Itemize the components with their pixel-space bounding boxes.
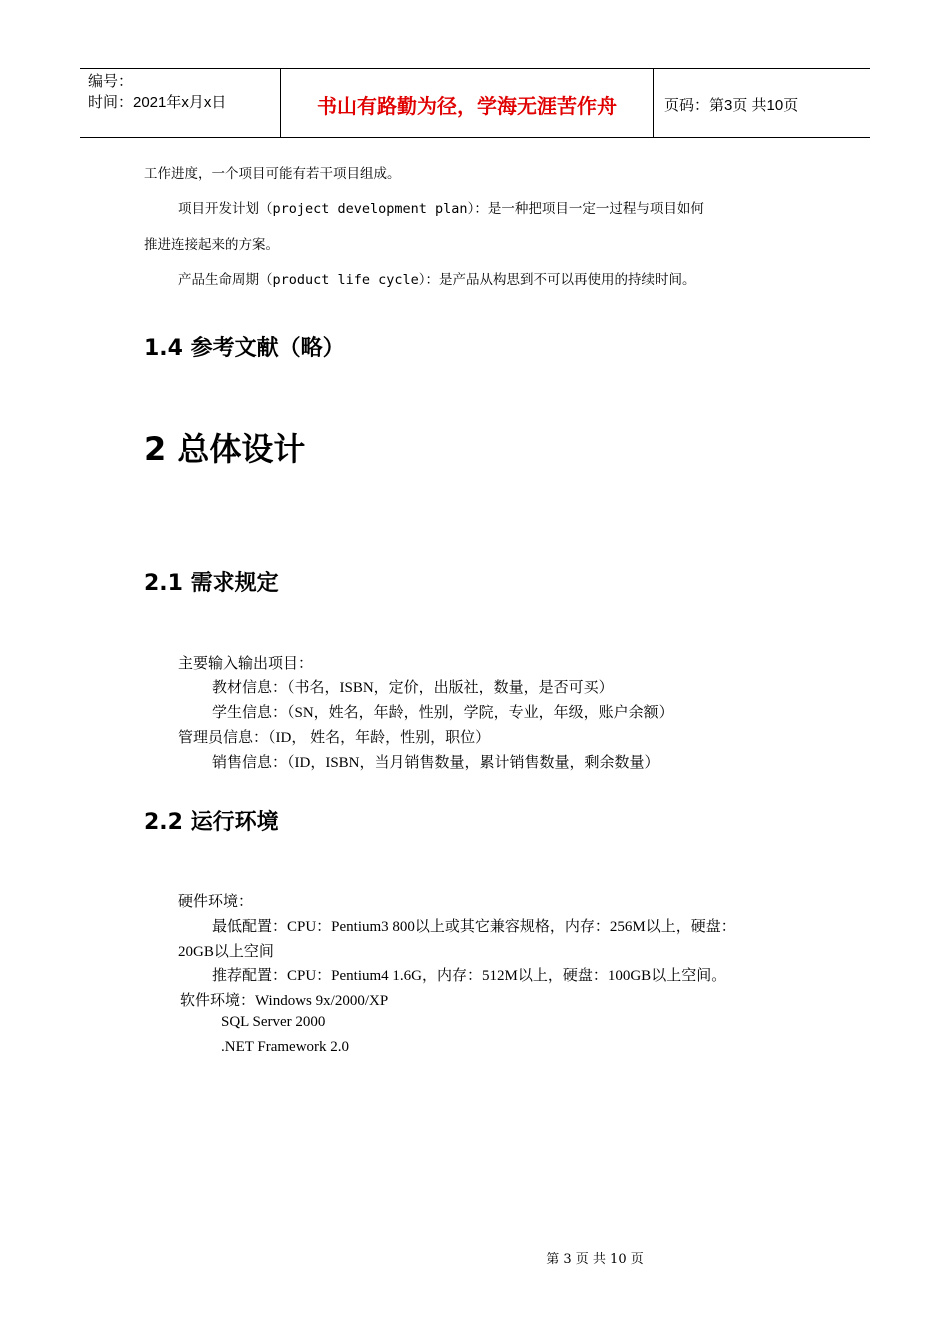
list-item: 学生信息：（SN，姓名，年龄，性别，学院，专业，年级，账户余额） xyxy=(212,705,674,721)
number-label: 编号： xyxy=(88,73,134,90)
list-item: 销售信息：（ID，ISBN，当月销售数量，累计销售数量，剩余数量） xyxy=(212,755,660,771)
body-line: 产品生命周期（product life cycle）：是产品从构思到不可以再使用的持续时间。 xyxy=(178,272,696,288)
sw-title: 软件环境：Windows 9x/2000/XP xyxy=(180,993,389,1009)
time-label: 时间：2021年x月x日 xyxy=(88,94,227,111)
hw-recommended-config: 推荐配置：CPU：Pentium4 1.6G，内存：512M以上，硬盘：100GB以上空间。 xyxy=(212,968,727,984)
hw-title: 硬件环境： xyxy=(178,894,254,910)
sw-item: .NET Framework 2.0 xyxy=(221,1039,350,1055)
header-page-info: 页码：第3页 共10页 xyxy=(664,96,799,114)
page-header xyxy=(80,68,870,138)
section-heading-2-2: 2.2 运行环境 xyxy=(144,810,279,835)
body-line: 推进连接起来的方案。 xyxy=(144,237,279,253)
section-heading-2-1: 2.1 需求规定 xyxy=(144,571,279,596)
hw-min-config: 最低配置：CPU：Pentium3 800以上或其它兼容规格，内存：256M以上，硬盘： xyxy=(212,919,736,935)
io-title: 主要输入输出项目： xyxy=(178,656,314,672)
page-footer: 第 3 页 共 10 页 xyxy=(546,1252,644,1267)
body-line: 工作进度，一个项目可能有若干项目组成。 xyxy=(144,166,401,182)
sw-item: SQL Server 2000 xyxy=(221,1014,326,1030)
list-item: 教材信息：（书名，ISBN，定价，出版社，数量，是否可买） xyxy=(212,680,614,696)
section-heading-1-4: 1.4 参考文献（略） xyxy=(144,336,345,361)
list-item: 管理员信息：（ID， 姓名，年龄，性别，职位） xyxy=(178,730,491,746)
body-line: 项目开发计划（project development plan）：是一种把项目一定一过程与项目如何 xyxy=(178,201,704,217)
hw-min-config-cont: 20GB以上空间 xyxy=(178,944,274,960)
header-meta xyxy=(80,69,281,137)
section-heading-2: 2 总体设计 xyxy=(144,430,306,468)
header-motto: 书山有路勤为径，学海无涯苦作舟 xyxy=(281,69,654,137)
